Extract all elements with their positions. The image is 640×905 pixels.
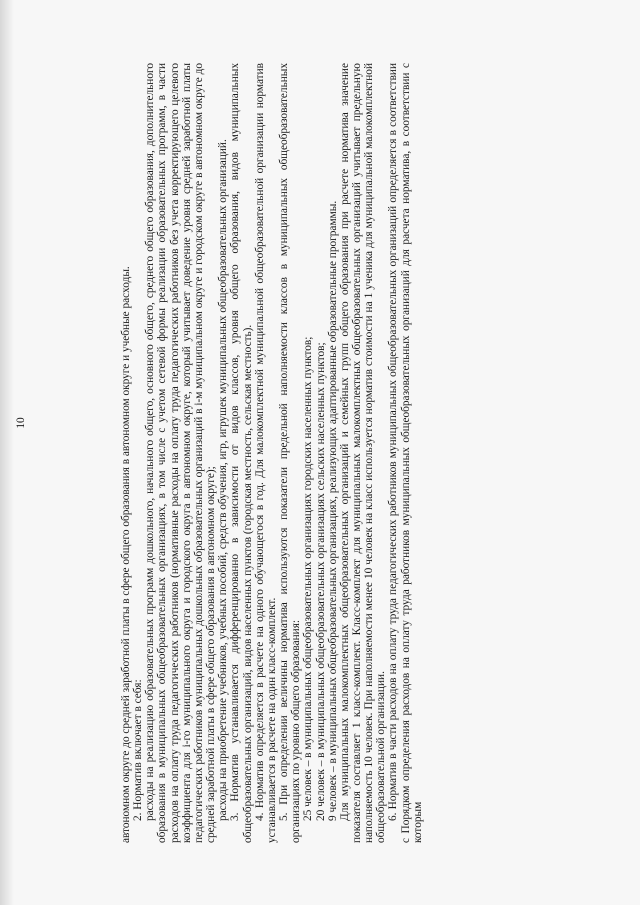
paragraph: 4. Норматив определяется в расчете на одного обучающегося в год. Для малокомплектной муниципальной общеобразовательной организации норматив устанавливается в расчете на один класс-комплект. — [253, 63, 278, 843]
paragraph: расходы на приобретение учебников, учебных пособий, средств обучения, игр, игрушек муниципальных общеобразовательных организаций. — [217, 139, 230, 821]
paragraph: 3. Норматив устанавливается дифференцированно в зависимости от видов классов, уровня общего образования, видов муниципальных общеобразовательных организаций, видов населенных пунктов (городская местность, сельская местность). — [229, 63, 254, 843]
paragraph: 6. Норматив в части расходов на оплату труда педагогических работников муниципальных общеобразовательных организаций определяется в соответствии с Порядком определения расходов на оплату труда работников муниципальных общеобразовательных организаций для расчета норматива, в соответствии с которым — [387, 63, 424, 843]
rotated-text-block — [15, 63, 424, 843]
paragraph: Для муниципальных малокомплектных общеобразовательных организаций и семейных групп общего образования при расчете норматива значение показателя составляет 1 класс-комплект. Класс-комплект для муниципальных малокомплектных общеобразовательных организаций учитывает предельную наполняемость 10 человек. При наполняемости менее 10 человек на класс используется норматив стоимости на 1 ученика для муниципальной малокомплектной общеобразовательной организации. — [338, 63, 388, 843]
document-body — [120, 63, 424, 843]
paragraph: 5. При определении величины норматива используются показатели предельной наполняемости классов в муниципальных общеобразовательных организациях по уровню общего образования: — [278, 63, 303, 843]
paragraph: 25 человек – в муниципальных общеобразовательных организациях городских населенных пунктов; — [302, 336, 315, 821]
paragraph: 20 человек – в муниципальных общеобразовательных организациях сельских населенных пунктов; — [314, 342, 327, 821]
paragraph: автономном округе до средней заработной платы в сфере общего образования в автономном округе и учебные расходы. — [120, 266, 132, 843]
paragraph: 9 человек – в муниципальных общеобразовательных организациях, реализующих адаптированные образовательные программы. — [326, 200, 339, 821]
paragraph: 2. Норматив включает в себя: — [132, 679, 145, 821]
scan-edge-shadow — [0, 0, 14, 905]
page-number: 10 — [15, 417, 27, 429]
paragraph: расходы на реализацию образовательных программ дошкольного, начального общего, основного общего, среднего общего образования, дополнительного образования в муниципальных общеобразовательных организациях, в том числе с учетом сетевой формы реализации образовательных программ, в части расходов на оплату труда педагогических работников (нормативные расходы на оплату труда педагогических работников без учета корректирующего целевого коэффициента для i-го муниципального округа и городского округа в автономном округе, который учитывает доведение уровня средней заработной платы педагогических работников муниципальных дошкольных образовательных организаций в i-м муниципальном округе и городском округе в автономном округе до средней заработной платы в сфере общего образования в автономном округе); — [144, 63, 218, 843]
